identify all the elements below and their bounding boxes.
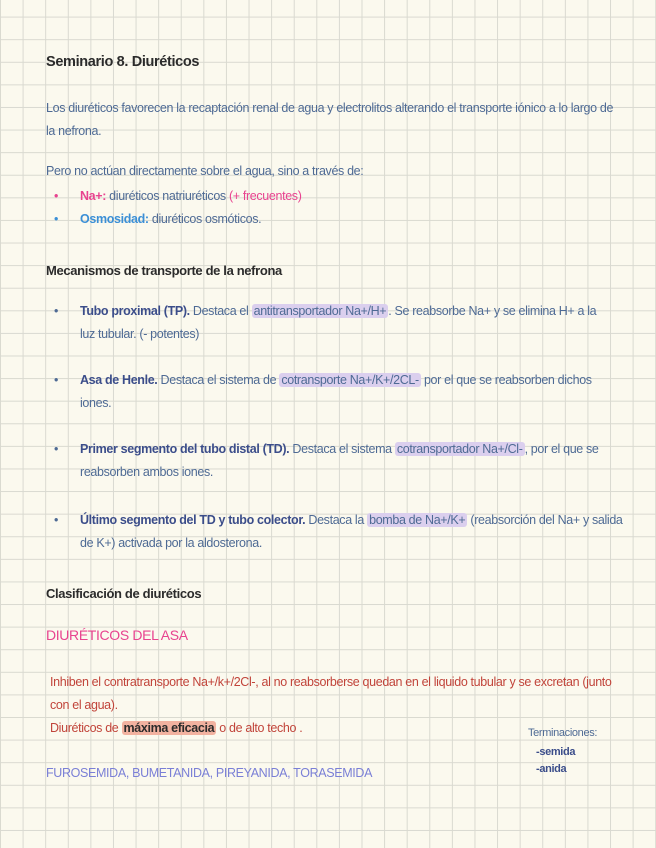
item-post: por el que se reabsorben dichos [420, 373, 592, 387]
item-pre: Destaca el sistema de [157, 373, 280, 387]
termination-item: -anida [536, 763, 567, 775]
item-label: Tubo proximal (TP). [80, 304, 190, 318]
efficacy-post: o de alto techo . [216, 721, 303, 735]
asa-efficacy-line [50, 717, 302, 740]
item-pre: Destaca el sistema [289, 442, 395, 456]
terminations-heading: Terminaciones: [528, 727, 598, 739]
bullet-dot: • [54, 189, 59, 203]
item-highlight: cotransporte Na+/K+/2CL- [281, 373, 419, 387]
intro-line-2: la nefrona. [46, 124, 102, 138]
efficacy-highlight: máxima eficacia [123, 721, 215, 735]
item-post: (reabsorción del Na+ y salida [467, 513, 623, 527]
intro-bullet-osmosidad [54, 208, 261, 231]
item-highlight: cotransportador Na+/Cl- [396, 442, 523, 456]
intro-bullet-na [54, 185, 302, 208]
bullet-text: diuréticos natriuréticos [106, 189, 229, 203]
mechanism-item-henle [54, 369, 592, 392]
bullet-dot: • [54, 442, 59, 456]
bullet-dot: • [54, 373, 59, 387]
item-highlight: bomba de Na+/K+ [369, 513, 466, 527]
mechanism-item-tp-line2: luz tubular. (- potentes) [80, 327, 200, 341]
asa-paragraph-line-1: Inhiben el contratransporte Na+/k+/2Cl-, al no reabsorberse quedan en el liquido tubular y se excretan (junto [50, 675, 612, 689]
bullet-extra: (+ frecuentes) [228, 189, 302, 203]
bullet-label: Osmosidad: [80, 212, 149, 226]
item-label: Asa de Henle. [80, 373, 158, 387]
mechanism-item-tp [54, 300, 596, 323]
asa-paragraph-line-2: con el agua). [50, 698, 118, 712]
item-label: Primer segmento del tubo distal (TD). [80, 442, 290, 456]
mechanism-item-td-line2: reabsorben ambos iones. [80, 465, 214, 479]
item-post: . Se reabsorbe Na+ y se elimina H+ a la [388, 304, 597, 318]
bullet-dot: • [54, 304, 59, 318]
intro-line-3: Pero no actúan directamente sobre el agua, sino a través de: [46, 164, 364, 178]
mechanism-item-colector-line2: de K+) activada por la aldosterona. [80, 536, 262, 550]
bullet-dot: • [54, 513, 59, 527]
item-highlight: antitransportador Na+/H+ [253, 304, 387, 318]
item-pre: Destaca el [189, 304, 252, 318]
mechanism-item-henle-line2: iones. [80, 396, 112, 410]
item-label: Último segmento del TD y tubo colector. [80, 513, 306, 527]
classification-heading: Clasificación de diuréticos [46, 586, 202, 601]
mechanisms-heading: Mecanismos de transporte de la nefrona [46, 263, 282, 278]
mechanism-item-colector [54, 509, 623, 532]
classification-subheading: DIURÉTICOS DEL ASA [46, 627, 188, 643]
item-pre: Destaca la [305, 513, 368, 527]
bullet-text: diuréticos osmóticos. [148, 212, 262, 226]
mechanism-item-td [54, 438, 599, 461]
bullet-label: Na+: [80, 189, 107, 203]
efficacy-pre: Diuréticos de [50, 721, 122, 735]
bullet-dot: • [54, 212, 59, 226]
item-post: , por el que se [524, 442, 599, 456]
termination-item: -semida [536, 746, 576, 758]
drug-list: FUROSEMIDA, BUMETANIDA, PIREYANIDA, TORASEMIDA [46, 766, 373, 780]
page-title: Seminario 8. Diuréticos [46, 54, 200, 70]
intro-line-1: Los diuréticos favorecen la recaptación renal de agua y electrolitos alterando el transporte iónico a lo largo de [46, 101, 614, 115]
